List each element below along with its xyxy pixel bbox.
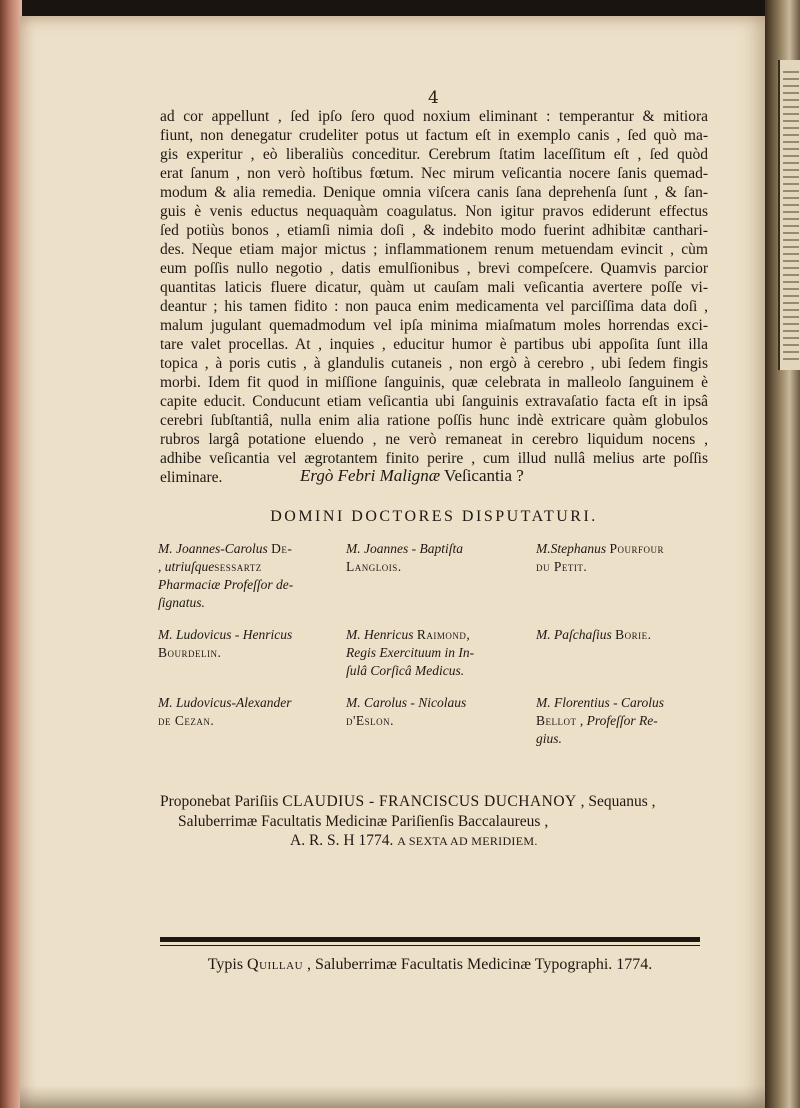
doctor-entry-line — [158, 712, 338, 730]
body-line: fiunt, non denegatur crudeliter potus ut factum eſt in exemplo canis , ſed quò ma- — [160, 127, 708, 144]
doctor-entry-line — [536, 558, 716, 576]
doctor-entry-line — [346, 694, 526, 712]
doctor-entry-line — [536, 730, 716, 748]
doctor-surname: Borie. — [615, 627, 652, 642]
doctor-entry-text: M. Henricus — [346, 627, 417, 642]
doctor-entry-line — [158, 626, 338, 644]
doctor-entry-line — [346, 644, 526, 662]
doctor-entry-line — [158, 594, 338, 612]
imprint-rule-thin — [160, 945, 700, 946]
body-line: eum poſſis nullo negotio , datis emulſionibus , brevi compeſcere. Quamvis parcior — [160, 260, 708, 277]
doctor-entry-line — [158, 558, 338, 576]
doctor-surname: Pourfour — [609, 541, 665, 556]
doctor-entry-line — [346, 626, 526, 644]
body-line: malum jugulant quemadmodum vel ipſa minima miaſmatum moles horrendas exci- — [160, 317, 708, 334]
doctor-entry-line — [536, 712, 716, 730]
doctor-entry-line — [346, 712, 526, 730]
doctor-entry — [536, 694, 716, 748]
body-line: capite educit. Conducunt etiam veſicantia ubi ſanguinis extravaſatio facta eſt in ipsâ — [160, 393, 708, 410]
doctor-surname: Langlois. — [346, 559, 402, 574]
proponent-time: A SEXTA AD MERIDIEM. — [397, 834, 538, 848]
doctor-surname: De- — [271, 541, 293, 556]
body-line: deantur ; his tamen fidito : non pauca enim medicamenta vel parciſſima data doſi , — [160, 298, 708, 315]
proponent-line-3 — [290, 832, 538, 850]
proponent-line-2: Saluberrimæ Facultatis Medicinæ Pariſienſis Baccalaureus , — [178, 813, 549, 830]
body-line: erat ſanum , non verò hoſtibus fœtum. Nec mirum veſicantia nocere ſanis quemad- — [160, 165, 708, 182]
doctor-entry-line — [158, 540, 338, 558]
doctor-surname: Bourdelin. — [158, 645, 222, 660]
body-line: guis è venis eductus nequaquàm coagulatus. Non igitur pravos ediderunt effectus — [160, 203, 708, 220]
doctor-entry-line — [346, 662, 526, 680]
proponent-name: CLAUDIUS - FRANCISCUS DUCHANOY — [282, 793, 577, 810]
page-number: 4 — [428, 88, 439, 108]
doctor-surname: sessartz — [214, 559, 262, 574]
doctor-surname: de Cezan. — [158, 713, 215, 728]
doctor-entry-line — [536, 694, 716, 712]
imprint-suffix: , Saluberrimæ Facultatis Medicinæ Typographi. 1774. — [303, 956, 653, 973]
imprint-prefix: Typis — [207, 956, 248, 973]
page-bottom-shadow — [20, 1085, 765, 1108]
doctor-entry-text: M. Ludovicus-Alexander — [158, 695, 292, 710]
thesis-question-subject: Veſicantia ? — [444, 466, 524, 485]
doctor-entry-text: gius. — [536, 731, 562, 746]
doctor-entry-text: , Profeſſor Re- — [576, 713, 658, 728]
doctor-entry-text: Pharmaciæ Profeſſor de- — [158, 577, 294, 592]
doctor-entry-line — [536, 540, 716, 558]
body-line: topica , à poris cutis , à glandulis cutaneis , non ergò à cerebro , ubi ſedem fingis — [160, 355, 708, 372]
doctor-surname: d'Eslon. — [346, 713, 395, 728]
doctor-entry-line — [536, 626, 716, 644]
doctor-entry-text: , utriuſque — [158, 559, 215, 574]
body-line: eliminare. — [160, 469, 223, 486]
imprint-rule-thick — [160, 937, 700, 942]
doctor-entry — [158, 626, 338, 662]
doctor-entry-text: ſulâ Corſicâ Medicus. — [346, 663, 465, 678]
proponent-line-1 — [160, 793, 656, 811]
doctor-entry-line — [158, 576, 338, 594]
doctor-entry-text: M.Stephanus — [536, 541, 610, 556]
body-line: quantitas laticis fluere dicatur, quàm ut cauſam mali veſicantia avertere poſſe vi- — [160, 279, 708, 296]
body-line: des. Neque etiam major mictus ; inflammationem renum metuendam evincit , cùm — [160, 241, 708, 258]
doctor-entry — [346, 694, 526, 730]
doctor-entry — [536, 540, 716, 576]
doctor-entry — [346, 626, 526, 680]
doctor-entry — [158, 540, 338, 612]
body-text — [160, 107, 708, 487]
doctor-entry-text: , — [466, 627, 470, 642]
doctor-entry-text: M. Florentius - Carolus — [536, 695, 664, 710]
doctor-entry-text: M. Paſchaſius — [536, 627, 616, 642]
adjacent-page-insert — [778, 60, 800, 370]
doctor-entry — [536, 626, 716, 644]
body-line: ad cor appellunt , ſed ipſo ſero quod noxium eliminant : temperantur & mitiora — [160, 108, 708, 125]
body-line: adhibe veſicantia vel ægrotantem finito perire , cum illud nullâ melius arte poſſis — [160, 450, 708, 467]
body-line: ſed potiùs bonos , etiamſi nimia doſi , & indebito modo fuerint adhibitæ canthari- — [160, 222, 708, 239]
proponent-intro: Proponebat Pariſiis — [160, 793, 283, 810]
thesis-question — [300, 466, 524, 486]
doctor-entry-text: M. Ludovicus - Henricus — [158, 627, 293, 642]
body-line: tare valet procellas. At , inquies , educitur humor è partibus ubi appoſita ſunt illa — [160, 336, 708, 353]
doctor-entry-line — [158, 644, 338, 662]
doctor-entry-line — [346, 558, 526, 576]
proponent-year: A. R. S. H 1774. — [290, 832, 398, 849]
printer-imprint — [160, 956, 700, 974]
body-line: cerebri ſubſtantiâ, nulla enim alia ratione poſſis hunc indè extricare quàm globulos — [160, 412, 708, 429]
doctor-entry-text: Regis Exercituum in In- — [346, 645, 475, 660]
doctor-entry-line — [346, 540, 526, 558]
proponent-origin: , Sequanus , — [576, 793, 656, 810]
book-spine-left — [0, 0, 22, 1108]
doctor-entry-text: M. Joannes-Carolus — [158, 541, 272, 556]
doctor-entry-line — [158, 694, 338, 712]
doctor-surname: du Petit. — [536, 559, 588, 574]
body-line: modum & alia remedia. Denique omnia viſcera canis ſana deprehenſa ſunt , & ſan- — [160, 184, 708, 201]
doctor-surname: Raimond — [416, 627, 467, 642]
doctor-entry-text: M. Carolus - Nicolaus — [346, 695, 467, 710]
disputants-title: DOMINI DOCTORES DISPUTATURI. — [270, 508, 598, 525]
body-line: gis experitur , eò liberaliùs conceditur. Cerebrum ſtatim laceſſitum eſt , ſed quòd — [160, 146, 708, 163]
doctor-surname: Bellot — [536, 713, 577, 728]
doctor-entry — [346, 540, 526, 576]
doctor-entry-text: ſignatus. — [158, 595, 205, 610]
doctor-entry-text: M. Joannes - Baptiſta — [346, 541, 463, 556]
doctor-entry — [158, 694, 338, 730]
thesis-question-ergo: Ergò Febri Malignæ — [300, 466, 441, 485]
body-line: morbi. Idem fit quod in miſſione ſanguinis, quæ celebrata in malleolo ſanguinem è — [160, 374, 708, 391]
imprint-printer: Quillau — [247, 956, 304, 973]
body-line: rubros largâ potatione eluendo , ne verò remaneat in cerebro liquidum nocens , — [160, 431, 708, 448]
